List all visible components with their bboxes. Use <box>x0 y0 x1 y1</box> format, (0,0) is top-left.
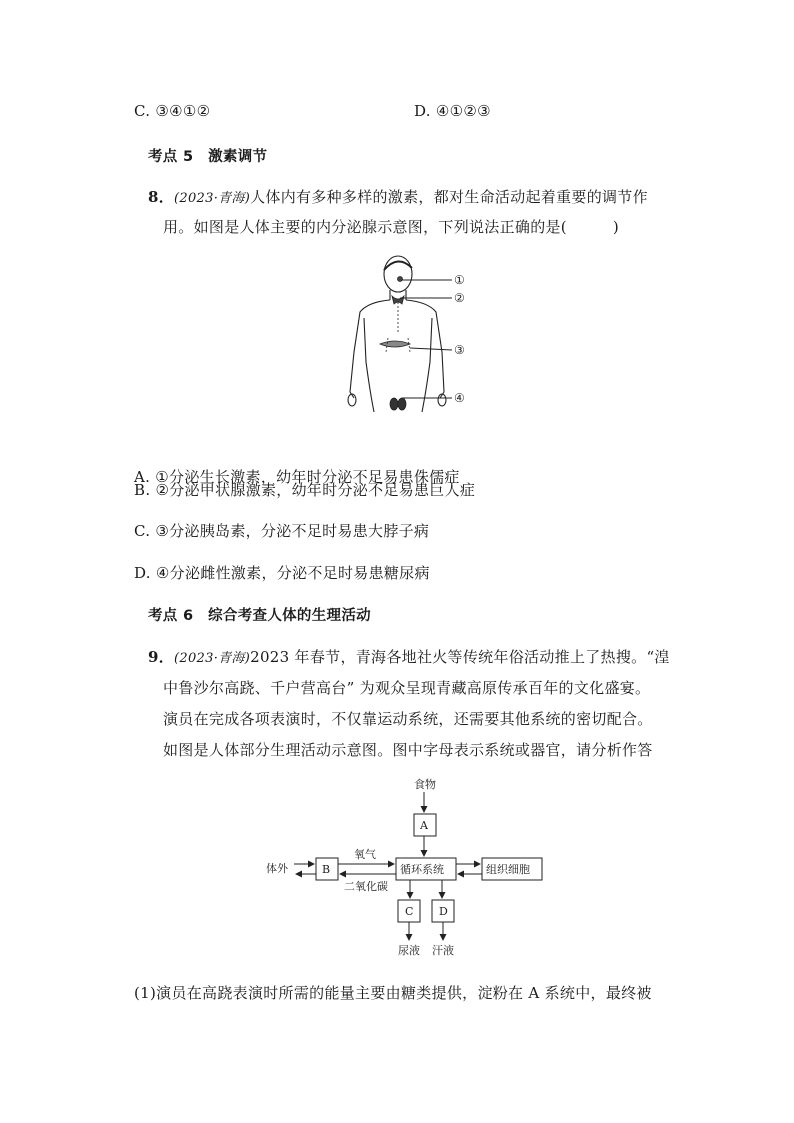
q9-number: 9． <box>148 648 175 666</box>
q8-option-b: B. ②分泌甲状腺激素，幼年时分泌不足易患巨人症 <box>134 481 476 499</box>
q8-line1 <box>148 186 648 207</box>
letter-a: A <box>420 819 428 832</box>
label-outside: 体外 <box>266 862 288 875</box>
section-6-title: 考点 6 综合考查人体的生理活动 <box>148 608 371 624</box>
q8-stem-2: 用。如图是人体主要的内分泌腺示意图，下列说法正确的是( ) <box>163 218 620 236</box>
label-urine: 尿液 <box>398 944 420 957</box>
q8-source: (2023·青海) <box>174 191 251 206</box>
q8-option-a: A. ①分泌生长激素，幼年时分泌不足易患侏儒症 <box>134 468 460 486</box>
label-circulation: 循环系统 <box>400 863 444 876</box>
letter-c: C <box>405 905 414 918</box>
label-2: ② <box>454 291 465 305</box>
q9-sub-1: (1)演员在高跷表演时所需的能量主要由糖类提供，淀粉在 A 系统中，最终被 <box>134 984 652 1002</box>
q9-stem-3: 演员在完成各项表演时，不仅靠运动系统，还需要其他系统的密切配合。 <box>163 710 653 728</box>
label-1: ① <box>454 273 465 287</box>
endocrine-gland-figure <box>340 252 470 414</box>
label-food: 食物 <box>414 778 436 791</box>
q9-stem-2: 中鲁沙尔高跷、千户营高台” 为观众呈现青藏高原传承百年的文化盛宴。 <box>163 679 651 697</box>
label-sweat: 汗液 <box>432 944 454 957</box>
label-4: ④ <box>454 391 465 405</box>
q9-line1 <box>148 646 670 667</box>
q8-option-c: C. ③分泌胰岛素，分泌不足时易患大脖子病 <box>134 522 430 540</box>
q9-source: (2023·青海) <box>174 651 251 666</box>
label-oxygen: 氧气 <box>354 848 376 861</box>
gonad <box>390 398 398 410</box>
letter-d: D <box>439 905 448 918</box>
label-3: ③ <box>454 343 465 357</box>
body-left-arm <box>350 300 390 398</box>
section-5-title: 考点 5 激素调节 <box>148 149 268 165</box>
pancreas <box>380 341 410 347</box>
q8-stem-1: 人体内有多种多样的激素，都对生命活动起着重要的调节作 <box>250 188 648 206</box>
q9-stem-1: 2023 年春节，青海各地社火等传统年俗活动推上了热搜。“湟 <box>250 648 670 666</box>
pituitary-gland <box>398 277 403 282</box>
physiology-flow-diagram <box>260 774 550 960</box>
letter-b: B <box>322 863 331 876</box>
label-co2: 二氧化碳 <box>344 880 388 893</box>
q9-stem-4: 如图是人体部分生理活动示意图。图中字母表示系统或器官，请分析作答 <box>163 741 653 759</box>
option-d-prev: D. ④①②③ <box>414 102 491 120</box>
q8-option-d: D. ④分泌雌性激素，分泌不足时易患糖尿病 <box>134 564 430 582</box>
q8-number: 8． <box>148 188 175 206</box>
label-tissue: 组织细胞 <box>486 863 530 876</box>
option-c-prev: C. ③④①② <box>134 102 211 120</box>
